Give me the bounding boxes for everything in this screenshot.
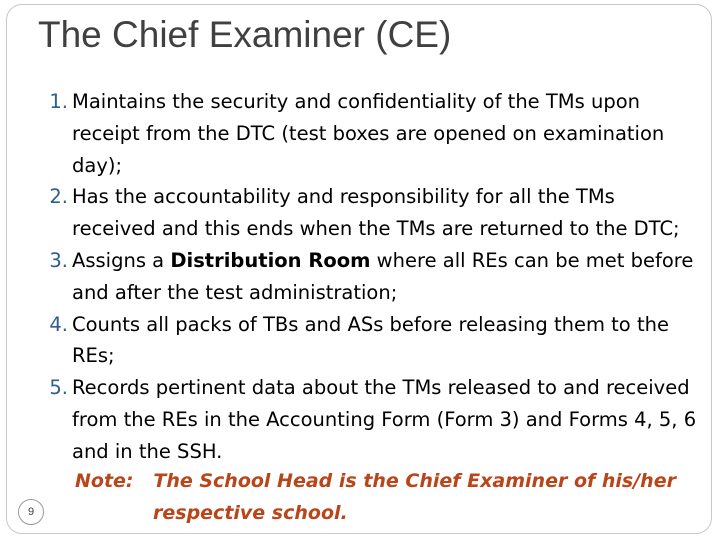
slide-title: The Chief Examiner (CE) <box>38 14 452 55</box>
list-item-text: Records pertinent data about the TMs released to and received from the REs in the Accounting Form (Form 3) and Forms 4, 5, 6 and in the SSH. <box>72 376 697 463</box>
list-item <box>38 181 698 245</box>
page-number-badge: 9 <box>18 499 44 525</box>
list-item-text: Counts all packs of TBs and ASs before releasing them to the REs; <box>72 312 669 368</box>
note-line-1: Note: The School Head is the Chief Examiner of his/her <box>75 470 676 492</box>
list-item-number: 3. <box>49 248 68 272</box>
list-item <box>38 309 698 373</box>
numbered-list <box>38 86 698 468</box>
list-item-emphasis: Distribution Room <box>170 248 371 272</box>
list-item-number: 5. <box>49 376 68 400</box>
note-text <box>75 466 695 530</box>
list-item-number: 1. <box>49 90 68 113</box>
list-item <box>38 245 698 309</box>
list-item-number: 2. <box>49 185 68 209</box>
list-item-number: 4. <box>49 312 68 336</box>
list-item <box>38 86 698 181</box>
note-line-2: respective school. <box>153 501 348 524</box>
list-item-text: where all REs can be met before and after the test administration; <box>72 248 694 304</box>
list-item-text: Has the accountability and responsibility for all the TMs received and this ends when the TMs are returned to the DTC; <box>72 185 680 241</box>
list-item <box>38 372 698 467</box>
list-item-text: Maintains the security and confidentiality of the TMs upon receipt from the DTC (test boxes are opened on examination day); <box>72 90 665 177</box>
list-item-text: Assigns a <box>72 248 171 272</box>
